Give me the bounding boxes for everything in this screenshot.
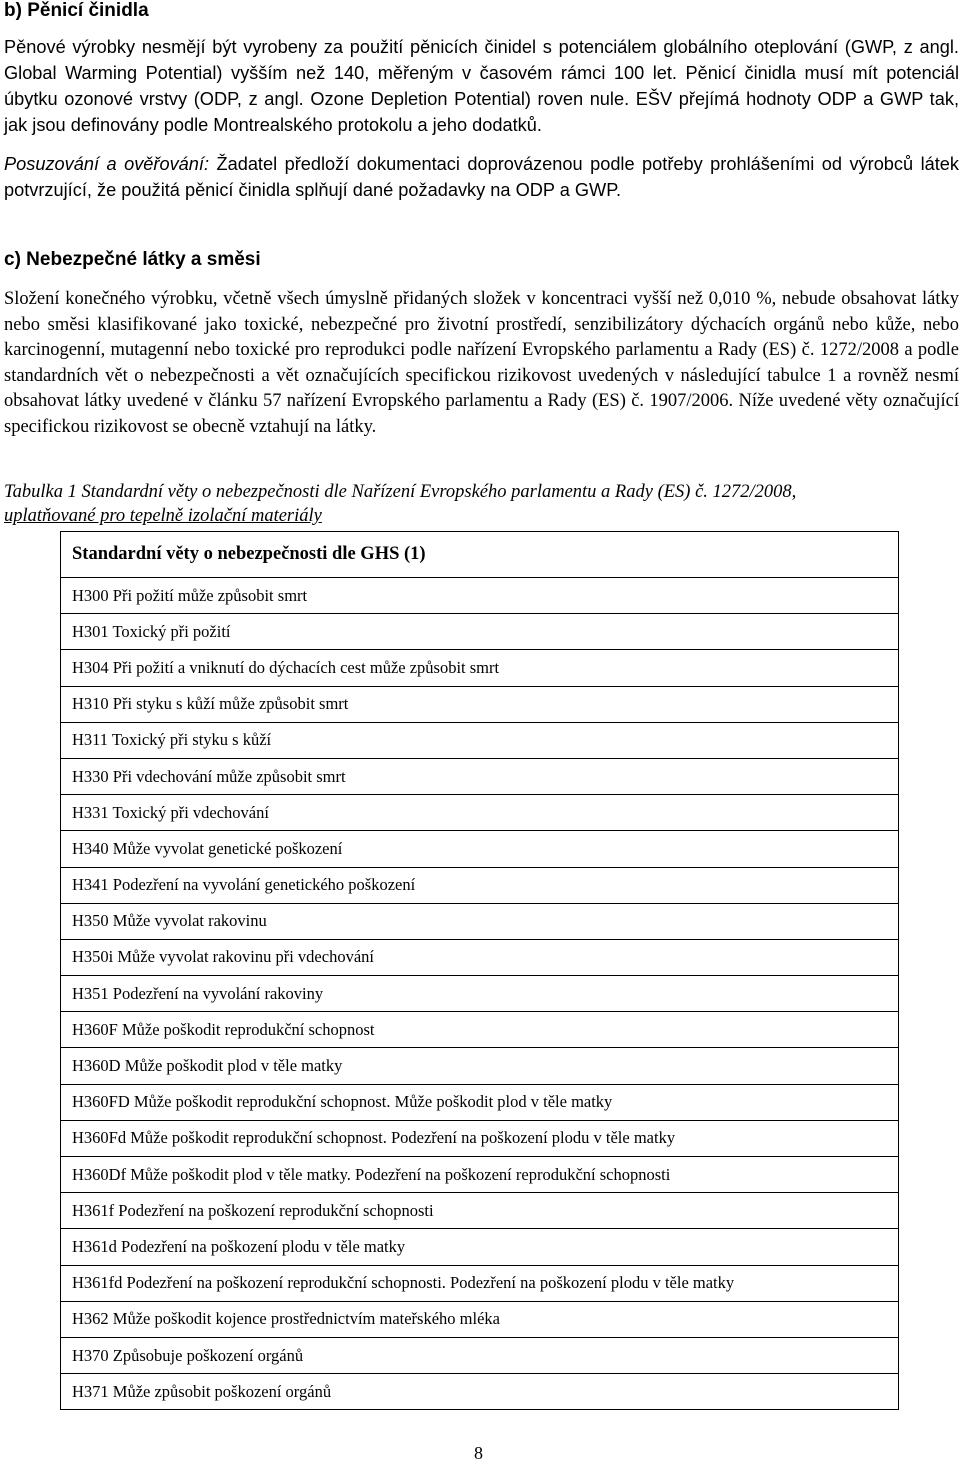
hazard-statement-cell: H310 Při styku s kůží může způsobit smrt: [61, 686, 899, 722]
hazard-statement-cell: H371 Může způsobit poškození orgánů: [61, 1374, 899, 1410]
table-row: [61, 650, 899, 686]
table-row: [61, 1120, 899, 1156]
section-b-paragraph-1: Pěnové výrobky nesmějí být vyrobeny za použití pěnicích činidel s potenciálem globálního oteplování (GWP, z angl. Global Warming Potential) vyšším než 140, měřeným v časovém rámci 100 let. Pěnicí činidla musí mít potenciál úbytku ozonové vrstvy (ODP, z angl. Ozone Depletion Potential) roven nule. EŠV přejímá hodnoty ODP a GWP tak, jak jsou definovány podle Montrealského protokolu a jeho dodatků.: [4, 37, 959, 135]
hazard-statement-cell: H361fd Podezření na poškození reprodukční schopnosti. Podezření na poškození plodu v těle matky: [61, 1265, 899, 1301]
hazard-statement-cell: H301 Toxický při požití: [61, 614, 899, 650]
table-row: [61, 1265, 899, 1301]
table-row: [61, 976, 899, 1012]
table-row: [61, 1374, 899, 1410]
table-row: [61, 578, 899, 614]
hazard-statement-cell: H350i Může vyvolat rakovinu při vdechování: [61, 939, 899, 975]
table-row: [61, 1048, 899, 1084]
table-row: [61, 1157, 899, 1193]
hazard-statement-cell: H330 Při vdechování může způsobit smrt: [61, 758, 899, 794]
hazard-statement-cell: H370 Způsobuje poškození orgánů: [61, 1337, 899, 1373]
table-row: [61, 686, 899, 722]
table-caption-line-1: Tabulka 1 Standardní věty o nebezpečnosti dle Nařízení Evropského parlamentu a Rady (ES) č. 1272/2008,: [4, 482, 797, 502]
hazard-statement-cell: H341 Podezření na vyvolání genetického poškození: [61, 867, 899, 903]
table-caption-line-2: uplatňované pro tepelně izolační materiály: [4, 506, 322, 526]
hazard-statement-cell: H311 Toxický při styku s kůží: [61, 722, 899, 758]
table-row: [61, 1337, 899, 1373]
section-c-heading: c) Nebezpečné látky a směsi: [4, 249, 261, 270]
table-header-row: [61, 532, 899, 578]
table-row: [61, 722, 899, 758]
hazard-statement-cell: H304 Při požití a vniknutí do dýchacích cest může způsobit smrt: [61, 650, 899, 686]
table-caption: [4, 480, 959, 528]
hazard-statement-cell: H360F Může poškodit reprodukční schopnost: [61, 1012, 899, 1048]
table-row: [61, 1193, 899, 1229]
table-row: [61, 1012, 899, 1048]
hazard-statement-cell: H360FD Může poškodit reprodukční schopnost. Může poškodit plod v těle matky: [61, 1084, 899, 1120]
table-row: [61, 1084, 899, 1120]
table-row: [61, 1229, 899, 1265]
table-header-cell: Standardní věty o nebezpečnosti dle GHS (1): [61, 532, 899, 578]
section-b-heading: b) Pěnicí činidla: [4, 0, 149, 21]
hazard-statement-cell: H350 Může vyvolat rakovinu: [61, 903, 899, 939]
section-b-paragraph-2: [4, 151, 959, 203]
hazard-statement-cell: H340 Může vyvolat genetické poškození: [61, 831, 899, 867]
hazard-statement-cell: H360D Může poškodit plod v těle matky: [61, 1048, 899, 1084]
table-row: [61, 939, 899, 975]
section-c-paragraph: Složení konečného výrobku, včetně všech úmyslně přidaných složek v koncentraci vyšší než 0,010 %, nebude obsahovat látky nebo směsi klasifikované jako toxické, nebezpečné pro životní prostředí, senzibilizátory dýchacích orgánů nebo kůže, nebo karcinogenní, mutagenní nebo toxické pro reprodukci podle nařízení Evropského parlamentu a Rady (ES) č. 1272/2008 a podle standardních vět o nebezpečnosti a vět označujících specifickou rizikovost uvedených v následující tabulce 1 a rovněž nesmí obsahovat látky uvedené v článku 57 nařízení Evropského parlamentu a Rady (ES) č. 1907/2006. Níže uvedené věty označující specifickou rizikovost se obecně vztahují na látky.: [4, 289, 959, 437]
assessment-label: Posuzování a ověřování:: [4, 154, 210, 174]
hazard-statement-cell: H361f Podezření na poškození reprodukční schopnosti: [61, 1193, 899, 1229]
table-row: [61, 867, 899, 903]
page-number: 8: [474, 1443, 483, 1463]
hazard-statement-cell: H361d Podezření na poškození plodu v těle matky: [61, 1229, 899, 1265]
table-row: [61, 795, 899, 831]
hazard-statement-cell: H360Fd Může poškodit reprodukční schopnost. Podezření na poškození plodu v těle matky: [61, 1120, 899, 1156]
hazard-statement-cell: H331 Toxický při vdechování: [61, 795, 899, 831]
hazard-statement-cell: H351 Podezření na vyvolání rakoviny: [61, 976, 899, 1012]
table-row: [61, 614, 899, 650]
hazard-statement-cell: H300 Při požití může způsobit smrt: [61, 578, 899, 614]
assessment-text: Žadatel předloží dokumentaci doprovázenou podle potřeby prohlášeními od výrobců látek potvrzující, že použitá pěnicí činidla splňují dané požadavky na ODP a GWP.: [4, 154, 960, 200]
table-row: [61, 831, 899, 867]
table-row: [61, 903, 899, 939]
hazard-statement-cell: H360Df Může poškodit plod v těle matky. Podezření na poškození reprodukční schopnosti: [61, 1157, 899, 1193]
table-row: [61, 1301, 899, 1337]
hazard-statement-cell: H362 Může poškodit kojence prostřednictvím mateřského mléka: [61, 1301, 899, 1337]
table-row: [61, 758, 899, 794]
hazard-statements-table: [60, 531, 899, 1410]
